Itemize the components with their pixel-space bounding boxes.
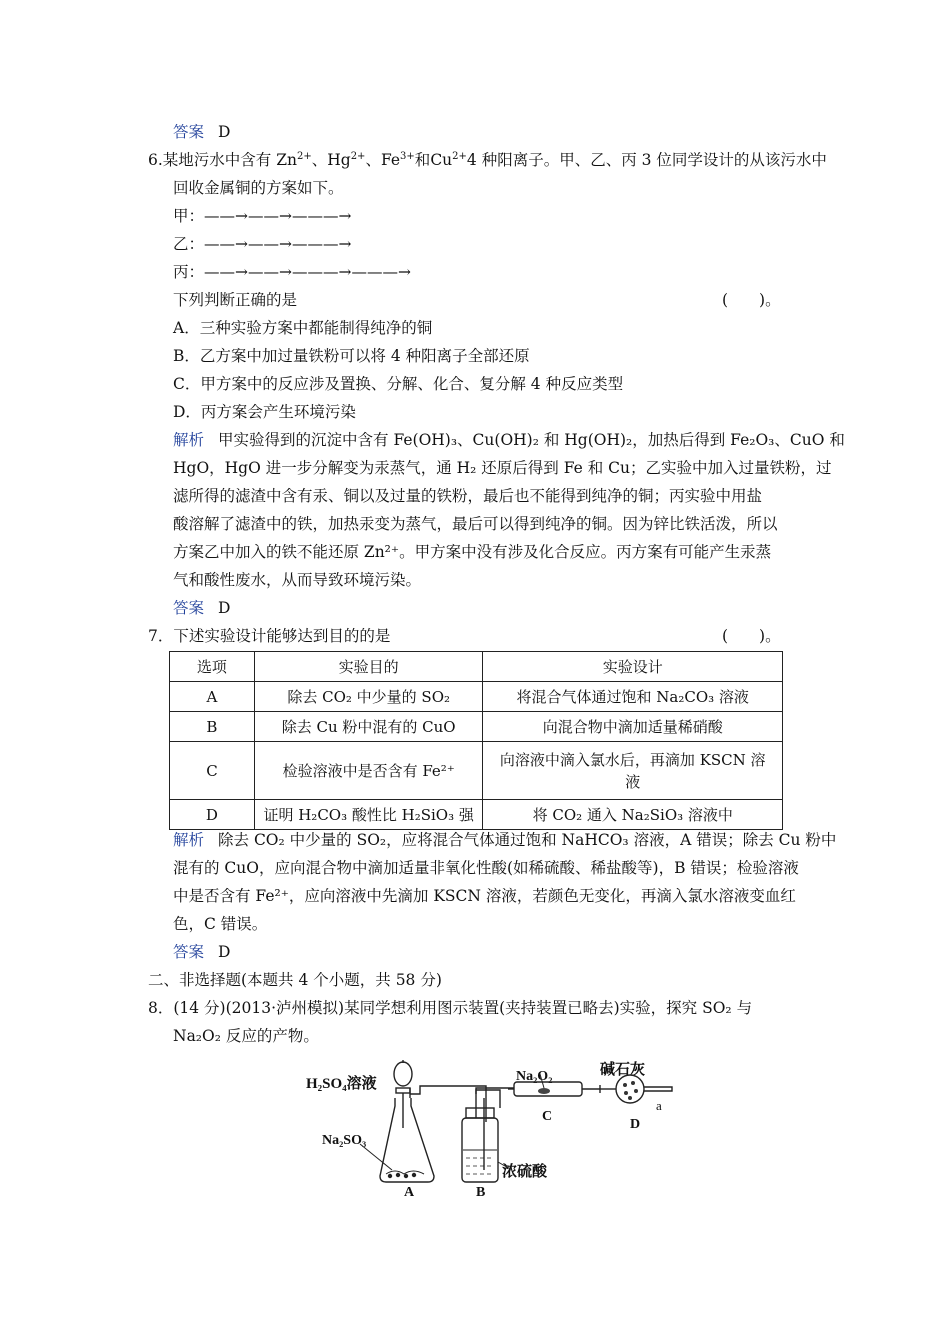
ion-name: Cu bbox=[430, 151, 453, 169]
table-cell: 向混合物中滴加适量稀硝酸 bbox=[483, 712, 783, 742]
scheme-arrows: ——→——→———→ bbox=[204, 235, 352, 253]
table-header-row bbox=[170, 652, 783, 682]
table-header: 选项 bbox=[170, 652, 255, 682]
q8-stem-line2: Na₂O₂ 反应的产物。 bbox=[173, 1027, 319, 1045]
table-cell: 除去 CO₂ 中少量的 SO₂ bbox=[254, 682, 483, 712]
q6-analysis-line: 气和酸性废水，从而导致环境污染。 bbox=[173, 571, 422, 589]
ion-charge: 2+ bbox=[350, 150, 366, 162]
ion-charge: 2+ bbox=[452, 150, 467, 162]
table-row bbox=[170, 682, 783, 712]
answer-label: 答案 bbox=[173, 943, 205, 961]
ion-sep: 、 bbox=[311, 151, 328, 169]
analysis-label: 解析 bbox=[173, 431, 205, 449]
q6-analysis-line: 方案乙中加入的铁不能还原 Zn²⁺。甲方案中没有涉及化合反应。丙方案有可能产生汞蒸 bbox=[173, 543, 772, 561]
label-conc-h2so4: 浓硫酸 bbox=[502, 1164, 548, 1180]
label-c: C bbox=[542, 1109, 553, 1124]
q6-option-d: D．丙方案会产生环境污染 bbox=[173, 403, 356, 421]
scheme-arrows: ——→——→———→———→ bbox=[204, 263, 411, 281]
scheme-jia bbox=[173, 205, 351, 227]
q6-analysis-line: HgO，HgO 进一步分解变为汞蒸气，通 H₂ 还原后得到 Fe 和 Cu；乙实验中加入过量铁粉，过 bbox=[173, 459, 832, 477]
table-cell: 证明 H₂CO₃ 酸性比 H₂SiO₃ 强 bbox=[254, 800, 483, 830]
q6-stem-line2: 回收金属铜的方案如下。 bbox=[173, 179, 344, 197]
q6-analysis-line: 滤所得的滤渣中含有汞、铜以及过量的铁粉，最后也不能得到纯净的铜；丙实验中用盐 bbox=[173, 487, 763, 505]
table-row bbox=[170, 800, 783, 830]
table-cell: C bbox=[170, 742, 255, 800]
label-na2so3: Na₂SO₃ bbox=[322, 1133, 367, 1148]
q7-bracket: ( )。 bbox=[722, 627, 781, 645]
q7-analysis-line: 色，C 错误。 bbox=[173, 915, 268, 933]
table-cell: 将 CO₂ 通入 Na₂SiO₃ 溶液中 bbox=[483, 800, 783, 830]
section-heading: 二、非选择题(本题共 4 个小题，共 58 分) bbox=[148, 971, 442, 989]
q6-answer bbox=[173, 597, 230, 619]
answer-label: 答案 bbox=[173, 123, 205, 141]
table-row bbox=[170, 742, 783, 800]
analysis-label: 解析 bbox=[173, 831, 205, 849]
apparatus-diagram bbox=[300, 1058, 680, 1200]
label-soda-lime: 碱石灰 bbox=[600, 1062, 646, 1078]
q6-analysis-line bbox=[173, 429, 845, 451]
scheme-label: 丙： bbox=[173, 263, 205, 281]
ion-sep: 和 bbox=[414, 151, 431, 169]
q6-option-b: B．乙方案中加过量铁粉可以将 4 种阳离子全部还原 bbox=[173, 347, 530, 365]
q7-analysis-line bbox=[173, 829, 836, 851]
ion-charge: 2+ bbox=[296, 150, 312, 162]
ion-name: Hg bbox=[327, 151, 351, 169]
table-header: 实验设计 bbox=[483, 652, 783, 682]
answer-value: D bbox=[218, 599, 231, 617]
q8-stem: 8．(14 分)(2013·泸州模拟)某同学想利用图示装置(夹持装置已略去)实验，探究 SO₂ 与 bbox=[148, 999, 753, 1017]
q7-analysis-line: 中是否含有 Fe²⁺，应向溶液中先滴加 KSCN 溶液，若颜色无变化，再滴入氯水溶液变血红 bbox=[173, 887, 796, 905]
scheme-bing bbox=[173, 261, 411, 283]
label-d: D bbox=[630, 1117, 641, 1132]
q6-analysis-line: 酸溶解了滤渣中的铁，加热汞变为蒸气，最后可以得到纯净的铜。因为锌比铁活泼，所以 bbox=[173, 515, 778, 533]
q5-answer bbox=[173, 121, 230, 143]
q6-stem-prefix: 6.某地污水中含有 Zn bbox=[148, 151, 297, 169]
scheme-label: 乙： bbox=[173, 235, 205, 253]
q7-analysis-line: 混有的 CuO，应向混合物中滴加适量非氧化性酸(如稀硫酸、稀盐酸等)，B 错误；检验溶液 bbox=[173, 859, 799, 877]
table-cell: A bbox=[170, 682, 255, 712]
table-cell: 检验溶液中是否含有 Fe²⁺ bbox=[254, 742, 483, 800]
answer-value: D bbox=[218, 123, 231, 141]
analysis-text: 甲实验得到的沉淀中含有 Fe(OH)₃、Cu(OH)₂ 和 Hg(OH)₂，加热后得到 Fe₂O₃、CuO 和 bbox=[218, 431, 845, 449]
table-header: 实验目的 bbox=[254, 652, 483, 682]
flask-a bbox=[360, 1060, 486, 1182]
table-cell: 除去 Cu 粉中混有的 CuO bbox=[254, 712, 483, 742]
analysis-text: 除去 CO₂ 中少量的 SO₂，应将混合气体通过饱和 NaHCO₃ 溶液，A 错误；除去 Cu 粉中 bbox=[218, 831, 837, 849]
ion-charge: 3+ bbox=[400, 150, 415, 162]
q6-judge-prompt: 下列判断正确的是 bbox=[173, 291, 298, 309]
table-row bbox=[170, 712, 783, 742]
table-cell: 将混合气体通过饱和 Na₂CO₃ 溶液 bbox=[483, 682, 783, 712]
ion-sep: 、 bbox=[365, 151, 381, 169]
label-a: A bbox=[404, 1185, 415, 1200]
scheme-label: 甲： bbox=[173, 207, 205, 225]
table-cell: 向溶液中滴入氯水后，再滴加 KSCN 溶液 bbox=[483, 742, 783, 800]
answer-value: D bbox=[218, 943, 231, 961]
table-cell: B bbox=[170, 712, 255, 742]
q7-stem: 7．下述实验设计能够达到目的的是 bbox=[148, 627, 391, 645]
q7-answer bbox=[173, 941, 230, 963]
q6-stem bbox=[148, 149, 827, 171]
ion-name: Fe bbox=[380, 151, 401, 169]
label-port-a: a bbox=[656, 1098, 662, 1113]
table-cell: D bbox=[170, 800, 255, 830]
label-h2so4: H₂SO₄溶液 bbox=[306, 1076, 377, 1092]
experiment-table bbox=[169, 651, 783, 830]
answer-label: 答案 bbox=[173, 599, 205, 617]
label-na2o2: Na₂O₂ bbox=[516, 1069, 553, 1084]
q6-bracket: ( )。 bbox=[722, 291, 781, 309]
q6-option-a: A．三种实验方案中都能制得纯净的铜 bbox=[173, 319, 433, 337]
scheme-arrows: ——→——→———→ bbox=[204, 207, 352, 225]
label-b: B bbox=[476, 1185, 486, 1200]
q6-stem-rest: 4 种阳离子。甲、乙、丙 3 位同学设计的从该污水中 bbox=[466, 151, 827, 169]
q6-option-c: C．甲方案中的反应涉及置换、分解、化合、复分解 4 种反应类型 bbox=[173, 375, 624, 393]
scheme-yi bbox=[173, 233, 351, 255]
